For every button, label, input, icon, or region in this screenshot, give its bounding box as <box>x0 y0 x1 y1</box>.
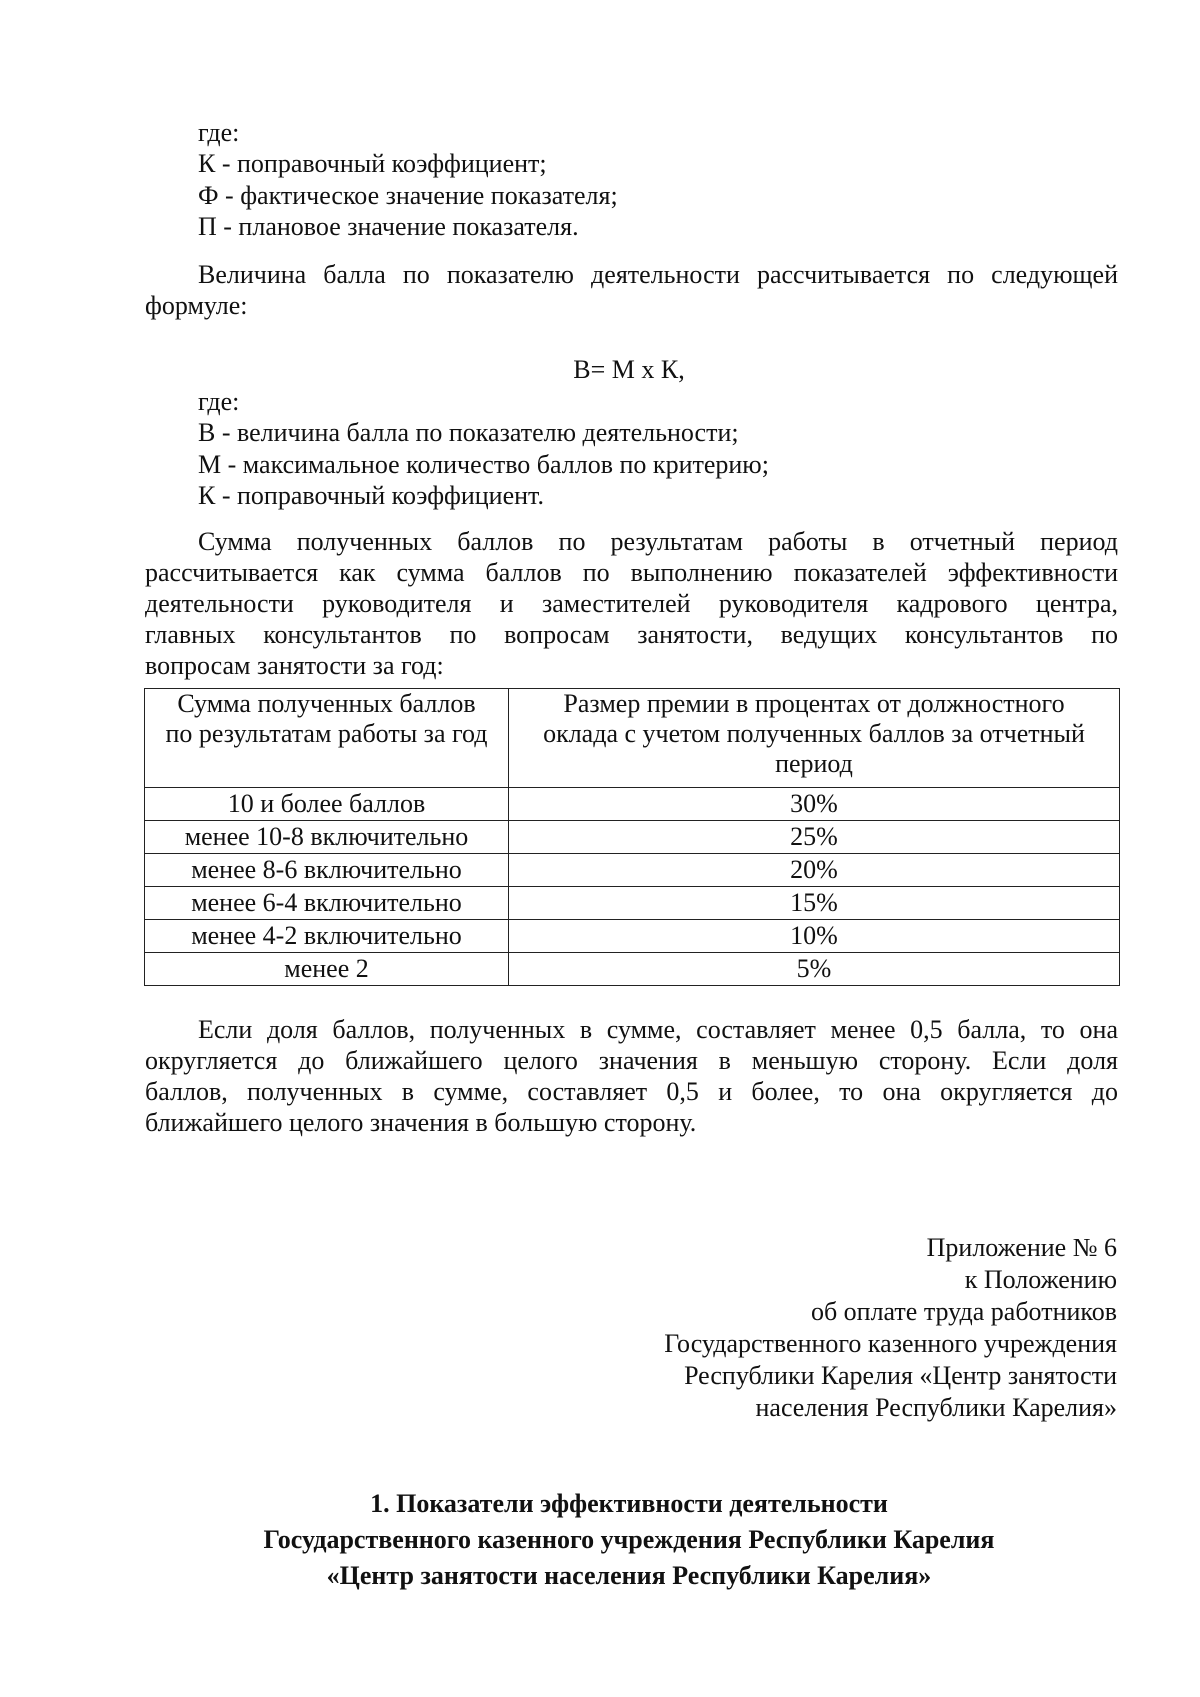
appendix-line: Республики Карелия «Центр занятости <box>684 1361 1117 1390</box>
bonus-cell: 20% <box>509 854 1120 887</box>
appendix-line: Государственного казенного учреждения <box>664 1329 1117 1358</box>
legend-where-1: где: <box>198 118 240 147</box>
table-row <box>145 854 1120 887</box>
score-formula-intro-line: формуле: <box>145 291 248 320</box>
score-cell: менее 10-8 включительно <box>145 821 509 854</box>
rounding-rule-line: ближайшего целого значения в большую сторону. <box>145 1108 697 1137</box>
section-heading-line: «Центр занятости населения Республики Карелия» <box>326 1561 932 1590</box>
bonus-cell: 25% <box>509 821 1120 854</box>
table-header-bonus <box>509 689 1120 788</box>
section-heading-line: 1. Показатели эффективности деятельности <box>370 1489 888 1518</box>
section-heading-line: Государственного казенного учреждения Республики Карелия <box>263 1525 995 1554</box>
legend-v: В - величина балла по показателю деятельности; <box>198 418 739 447</box>
table-header-score <box>145 689 509 788</box>
appendix-line: об оплате труда работников <box>810 1297 1117 1326</box>
sum-description-line: вопросам занятости за год: <box>145 651 444 680</box>
bonus-cell: 5% <box>509 953 1120 986</box>
table-row <box>145 821 1120 854</box>
bonus-table <box>144 688 1120 986</box>
appendix-line: Приложение № 6 <box>926 1233 1117 1262</box>
table-header-bonus-line: Размер премии в процентах от должностного <box>563 689 1065 718</box>
rounding-rule-line: баллов, полученных в сумме, составляет 0,5 и более, то она округляется до <box>145 1077 1118 1106</box>
score-formula: В= М х К, <box>573 355 685 384</box>
score-cell: менее 6-4 включительно <box>145 887 509 920</box>
bonus-cell: 10% <box>509 920 1120 953</box>
table-row <box>145 887 1120 920</box>
legend-f: Ф - фактическое значение показателя; <box>198 181 618 210</box>
bonus-cell: 15% <box>509 887 1120 920</box>
table-row <box>145 788 1120 821</box>
appendix-line: к Положению <box>964 1265 1117 1294</box>
table-row <box>145 920 1120 953</box>
table-header-score-line: Сумма полученных баллов <box>177 689 476 718</box>
legend-k: К - поправочный коэффициент; <box>198 149 547 178</box>
table-row <box>145 953 1120 986</box>
score-cell: менее 4-2 включительно <box>145 920 509 953</box>
sum-description-line: рассчитывается как сумма баллов по выполнению показателей эффективности <box>145 558 1118 587</box>
score-cell: менее 2 <box>145 953 509 986</box>
sum-description-line: главных консультантов по вопросам занятости, ведущих консультантов по <box>145 620 1118 649</box>
sum-description-line: Сумма полученных баллов по результатам работы в отчетный период <box>198 527 1118 556</box>
rounding-rule-line: Если доля баллов, полученных в сумме, составляет менее 0,5 балла, то она <box>198 1015 1118 1044</box>
table-header-score-line: по результатам работы за год <box>165 719 488 748</box>
legend-m: М - максимальное количество баллов по критерию; <box>198 450 769 479</box>
bonus-cell: 30% <box>509 788 1120 821</box>
score-cell: 10 и более баллов <box>145 788 509 821</box>
score-cell: менее 8-6 включительно <box>145 854 509 887</box>
legend-p: П - плановое значение показателя. <box>198 212 579 241</box>
legend-where-2: где: <box>198 387 240 416</box>
appendix-line: населения Республики Карелия» <box>755 1393 1117 1422</box>
rounding-rule-line: округляется до ближайшего целого значения в меньшую сторону. Если доля <box>145 1046 1118 1075</box>
table-header-row <box>145 689 1120 788</box>
table-header-bonus-line: период <box>775 749 853 778</box>
sum-description-line: деятельности руководителя и заместителей руководителя кадрового центра, <box>145 589 1118 618</box>
score-formula-intro-line: Величина балла по показателю деятельности рассчитывается по следующей <box>198 260 1118 289</box>
legend-k-2: К - поправочный коэффициент. <box>198 481 544 510</box>
table-header-bonus-line: оклада с учетом полученных баллов за отчетный <box>543 719 1085 748</box>
